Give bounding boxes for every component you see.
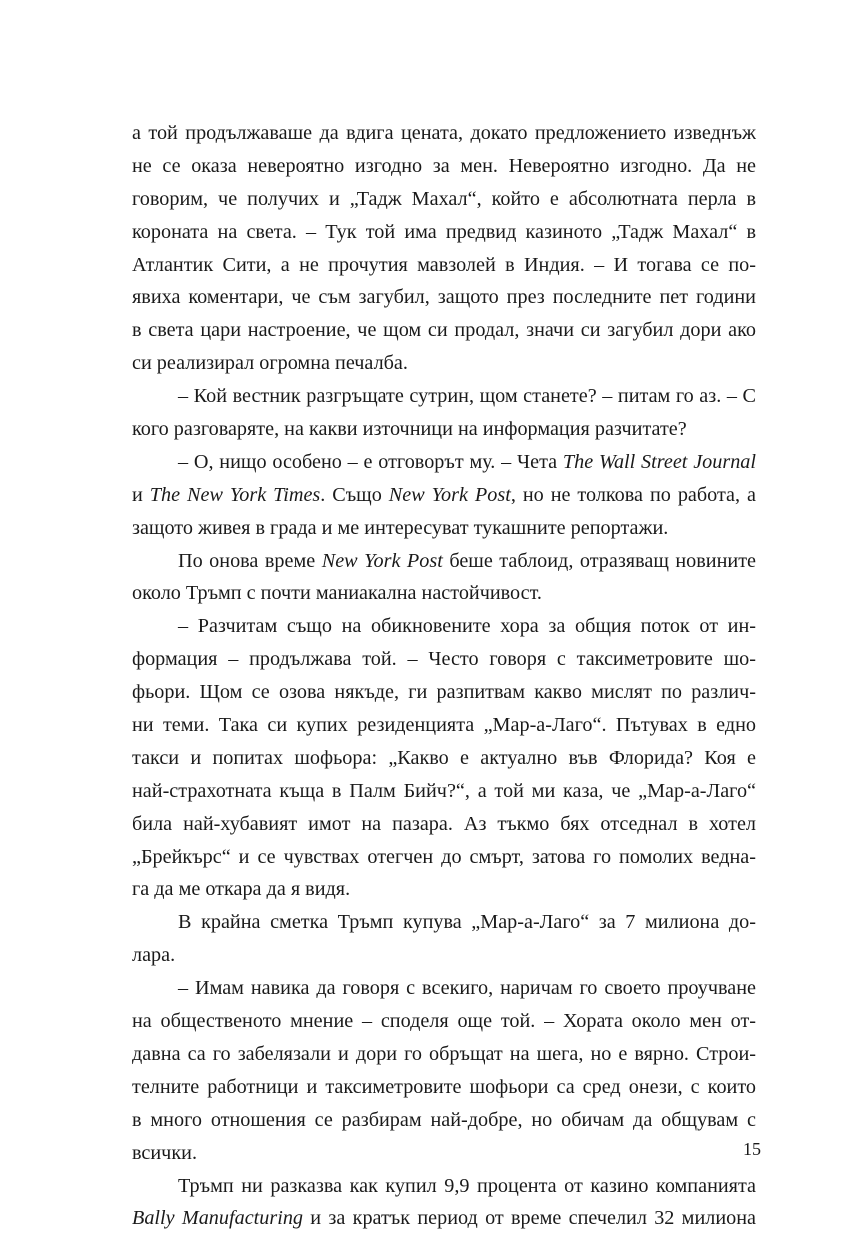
text-line: говорим, че получих и „Тадж Махал“, който е абсолютната перла в xyxy=(132,187,756,210)
text-line: Тръмп ни разказва как купил 9,9 процента от казино компанията xyxy=(178,1174,756,1197)
text-line: явиха коментари, че съм загубил, защото през последните пет години xyxy=(132,286,756,309)
text-line: в много отношения се разбирам най-добре, но обичам да общувам с xyxy=(132,1108,756,1131)
text-line: на общественото мнение – споделя още той. – Хората около мен от- xyxy=(132,1010,756,1033)
text-run: . Също xyxy=(320,483,389,506)
text-line: най-страхотната къща в Палм Бийч?“, а той ми каза, че „Мар-а-Лаго“ xyxy=(132,779,756,802)
text-line: в света цари настроение, че щом си продал, значи си загубил дори ако xyxy=(132,319,756,342)
text-line xyxy=(132,1202,756,1235)
text-line: такси и попитах шофьора: „Какво е актуално във Флорида? Коя е xyxy=(132,746,756,769)
text-line: В крайна сметка Тръмп купува „Мар-а-Лаго“ за 7 милиона до- xyxy=(178,911,756,934)
text-line: телните работници и таксиметровите шофьори са сред онези, с които xyxy=(132,1075,756,1098)
text-line: била най-хубавият имот на пазара. Аз тъкмо бях отседнал в хотел xyxy=(132,812,756,835)
text-run: и xyxy=(132,483,150,506)
text-line: – Имам навика да говоря с всекиго, наричам го своето проучване xyxy=(178,977,756,1000)
text-line: „Брейкърс“ и се чувствах отегчен до смърт, затова го помолих ведна- xyxy=(132,845,756,868)
text-line: всички. xyxy=(132,1141,197,1164)
text-line xyxy=(132,479,756,512)
text-line xyxy=(132,446,756,479)
text-line: Атлантик Сити, а не прочутия мавзолей в Индия. – И тогава се по- xyxy=(132,253,756,276)
text-line: давна са го забелязали и дори го обръщат на шега, но е вярно. Строи- xyxy=(132,1042,756,1065)
text-line: – Разчитам също на обикновените хора за общия поток от ин- xyxy=(178,615,756,638)
text-line: ни теми. Така си купих резиденцията „Мар-а-Лаго“. Пътувах в едно xyxy=(132,714,756,737)
text-line: га да ме откара да я видя. xyxy=(132,878,351,901)
text-line: не се оказа невероятно изгодно за мен. Невероятно изгодно. Да не xyxy=(132,154,756,177)
italic-title: Bally Manufacturing xyxy=(132,1207,304,1230)
italic-title: The Wall Street Journal xyxy=(562,450,756,473)
text-line: – Кой вестник разгръщате сутрин, щом станете? – питам го аз. – С xyxy=(178,385,756,408)
text-line: лара. xyxy=(132,944,176,967)
text-line: кого разговаряте, на какви източници на информация разчитате? xyxy=(132,418,687,441)
text-line: а той продължаваше да вдига цената, докато предложението изведнъж xyxy=(132,122,756,144)
page-number: 15 xyxy=(743,1139,761,1159)
italic-title: The New York Times xyxy=(149,483,321,506)
text-line: фьори. Щом се озова някъде, ги разпитвам какво мислят по различ- xyxy=(132,681,756,704)
text-line: короната на света. – Тук той има предвид казиното „Тадж Махал“ в xyxy=(132,220,756,243)
text-run: и за кратък период от време спечелил 32 милиона xyxy=(303,1207,756,1230)
text-line xyxy=(132,545,756,578)
text-run: По онова време xyxy=(178,549,322,572)
text-line: си реализирал огромна печалба. xyxy=(132,352,408,375)
text-line: около Тръмп с почти маниакална настойчивост. xyxy=(132,582,542,605)
text-run: – О, нищо особено – е отговорът му. – Чета xyxy=(178,450,563,473)
text-line: защото живея в града и ме интересуват тукашните репортажи. xyxy=(132,516,669,539)
text-line: формация – продължава той. – Често говоря с таксиметровите шо- xyxy=(132,648,756,671)
text-run: , но не толкова по работа, а xyxy=(510,483,756,506)
italic-title: New York Post xyxy=(388,483,511,506)
page-body xyxy=(132,117,756,1235)
italic-title: New York Post xyxy=(321,549,443,572)
text-run: беше таблоид, отразяващ новините xyxy=(442,549,756,572)
